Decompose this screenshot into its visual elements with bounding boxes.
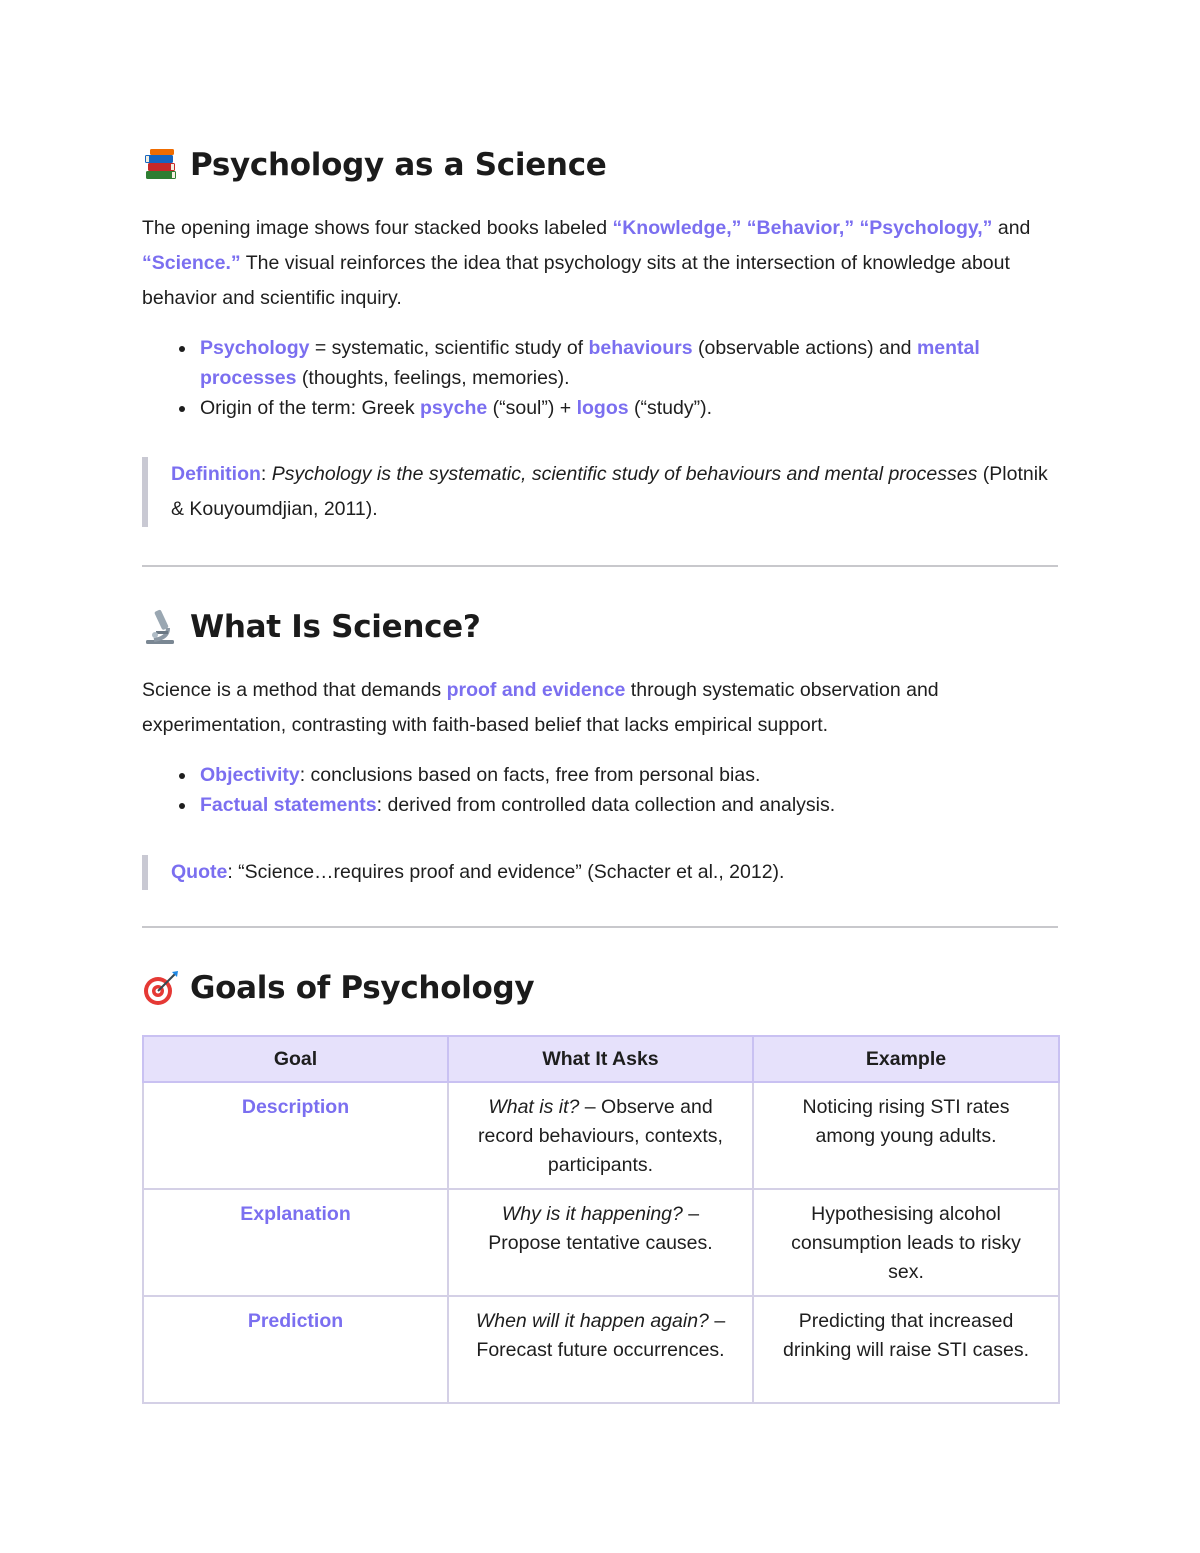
list-item [142, 790, 1058, 820]
section-heading-goals [142, 968, 534, 1008]
term-mental-processes: mental processes [200, 337, 980, 389]
highlight-proof-evidence: proof and evidence [446, 679, 626, 701]
text: – Observe and record behaviours, contexts, participants. [478, 1096, 723, 1176]
table-row [143, 1189, 1059, 1296]
term-objectivity: Objectivity [200, 764, 300, 786]
divider [142, 926, 1058, 928]
section-heading-science [142, 607, 481, 647]
asks-cell [448, 1296, 753, 1403]
text: Origin of the term: Greek [200, 397, 420, 419]
target-icon [142, 969, 180, 1007]
microscope-icon [142, 608, 180, 646]
definition-text: Psychology is the systematic, scientific study of behaviours and mental processes [271, 463, 978, 485]
table-row [143, 1296, 1059, 1403]
goal-cell: Prediction [143, 1296, 448, 1403]
goals-table [142, 1035, 1060, 1404]
highlight-science: “Science.” [142, 252, 241, 274]
list-item [142, 333, 1058, 393]
list-item [142, 760, 1058, 790]
text: and [992, 217, 1031, 239]
text: (“study”). [628, 397, 713, 419]
quote-label: Definition [171, 463, 261, 485]
bullet-list [142, 333, 1058, 423]
example-cell: Predicting that increased drinking will raise STI cases. [753, 1296, 1059, 1403]
text: The visual reinforces the idea that psychology sits at the intersection of knowledge about behavior and scientific inquiry. [142, 252, 1010, 309]
text: – Forecast future occurrences. [476, 1310, 726, 1361]
column-header: What It Asks [448, 1036, 753, 1082]
science-paragraph [142, 673, 1058, 743]
section-title: What Is Science? [190, 609, 481, 645]
term-factual-statements: Factual statements [200, 794, 377, 816]
goal-cell: Description [143, 1082, 448, 1189]
text: – Propose tentative causes. [488, 1203, 713, 1254]
definition-blockquote [142, 457, 1058, 527]
section-title: Goals of Psychology [190, 970, 535, 1006]
term-psyche: psyche [420, 397, 488, 419]
text: Science is a method that demands [142, 679, 447, 701]
quote-text: : “Science…requires proof and evidence” (Schacter et al., 2012). [227, 861, 785, 883]
column-header: Goal [143, 1036, 448, 1082]
quote-label: Quote [171, 861, 228, 883]
text: : [260, 463, 272, 485]
books-icon [142, 146, 180, 184]
term-behaviours: behaviours [588, 337, 693, 359]
example-cell: Noticing rising STI rates among young adults. [753, 1082, 1059, 1189]
example-cell: Hypothesising alcohol consumption leads to risky sex. [753, 1189, 1059, 1296]
column-header: Example [753, 1036, 1059, 1082]
question: When will it happen again? [475, 1310, 709, 1332]
text: through systematic observation and experimentation, contrasting with faith-based belief that lacks empirical support. [142, 679, 939, 736]
text: : derived from controlled data collection and analysis. [376, 794, 836, 816]
intro-paragraph [142, 211, 1058, 316]
asks-cell [448, 1189, 753, 1296]
bullet-list [142, 760, 1058, 820]
text: : conclusions based on facts, free from personal bias. [299, 764, 761, 786]
question: Why is it happening? [501, 1203, 683, 1225]
divider [142, 565, 1058, 567]
text: (observable actions) and [692, 337, 917, 359]
section-heading-psychology [142, 145, 607, 185]
term-psychology: Psychology [200, 337, 310, 359]
list-item [142, 393, 1058, 423]
question: What is it? [488, 1096, 580, 1118]
citation: (Plotnik & Kouyoumdjian, 2011). [171, 463, 1048, 520]
table-header-row [143, 1036, 1059, 1082]
asks-cell [448, 1082, 753, 1189]
goal-cell: Explanation [143, 1189, 448, 1296]
section-title: Psychology as a Science [190, 147, 607, 183]
text: (“soul”) + [487, 397, 577, 419]
highlight-book-labels: “Knowledge,” “Behavior,” “Psychology,” [612, 217, 993, 239]
term-logos: logos [576, 397, 629, 419]
quote-blockquote [142, 855, 1058, 890]
text: The opening image shows four stacked books labeled [142, 217, 613, 239]
table-row [143, 1082, 1059, 1189]
text: = systematic, scientific study of [309, 337, 589, 359]
text: (thoughts, feelings, memories). [296, 367, 570, 389]
